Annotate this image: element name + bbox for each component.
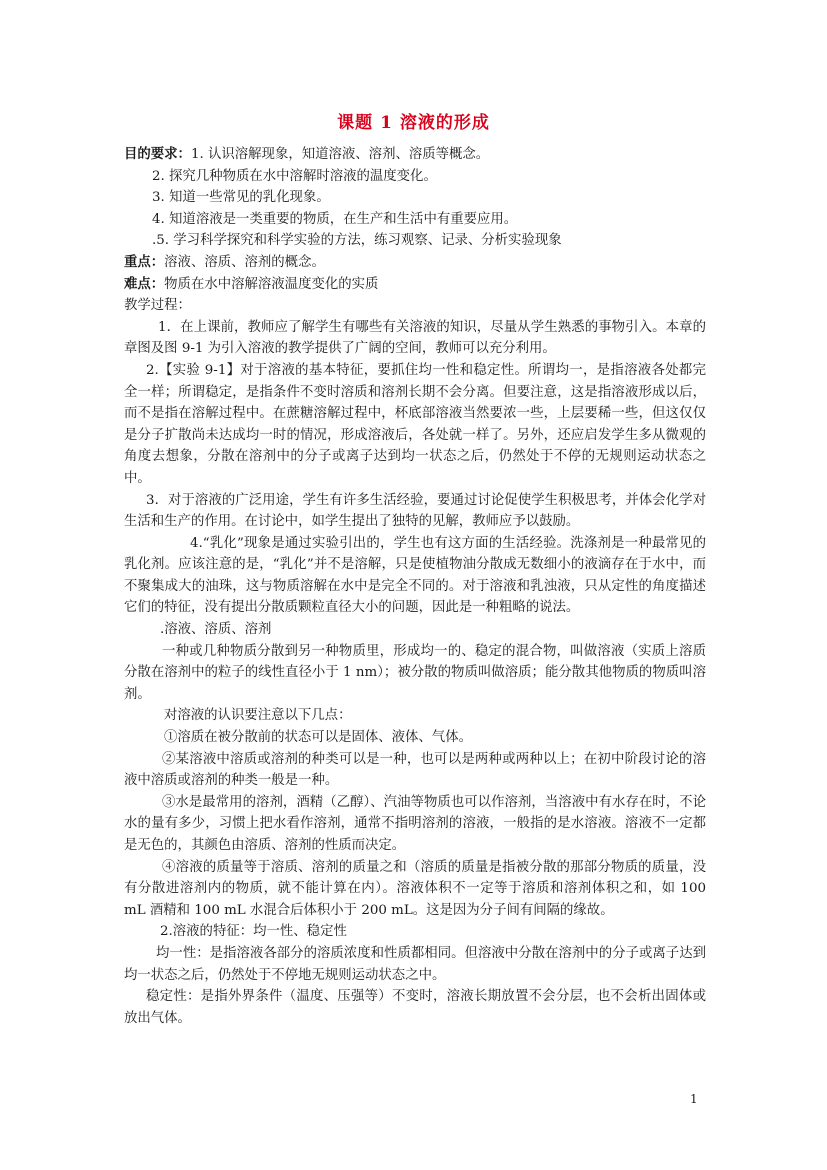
notes-intro: 对溶液的认识要注意以下几点： (164, 708, 352, 724)
objective-item: .5. 学习科学探究和科学实验的方法，练习观察、记录、分析实验现象 (152, 233, 562, 249)
uniformity-paragraph: 均一性：是指溶液各部分的溶质浓度和性质都相同。但溶液中分散在溶剂中的分子或离子达到均一状态之后，仍然处于不停地无规则运动状态之中。 (124, 945, 706, 983)
note-item: ②某溶液中溶质或溶剂的种类可以是一种，也可以是两种或两种以上；在初中阶段讨论的溶液中溶质或溶剂的种类一般是一种。 (124, 751, 706, 789)
note-item: ①溶质在被分散前的状态可以是固体、液体、气体。 (164, 730, 472, 746)
difficulty-text: 物质在水中溶解溶液温度变化的实质 (164, 276, 379, 292)
key-point-text: 溶液、溶质、溶剂的概念。 (164, 254, 325, 270)
difficulty-label: 难点： (124, 275, 165, 292)
document-body (124, 144, 706, 1029)
page-number: 1 (690, 1092, 698, 1106)
definition-paragraph: 一种或几种物质分散到另一种物质里，形成均一的、稳定的混合物，叫做溶液（实质上溶质分散在溶剂中的粒子的线性直径小于 1 nm）；被分散的物质叫做溶质；能分散其他物质的物质叫溶剂。 (124, 643, 706, 702)
key-point-label: 重点： (124, 253, 165, 270)
lesson-title: 课题 1 溶液的形成 (337, 113, 490, 133)
section-heading: .溶液、溶质、溶剂 (160, 622, 272, 638)
note-item: ③水是最常用的溶剂，酒精（乙醇）、汽油等物质也可以作溶剂，当溶液中有水存在时，不论水的量有多少，习惯上把水看作溶剂，通常不指明溶剂的溶液，一般指的是水溶液。溶液不一定都是无色的，其颜色由溶质、溶剂的性质而决定。 (124, 794, 706, 853)
note-item: ④溶液的质量等于溶质、溶剂的质量之和（溶质的质量是指被分散的那部分物质的质量，没有分散进溶剂内的物质，就不能计算在内）。溶液体积不一定等于溶质和溶剂体积之和，如 100 mL 酒精和 100 mL 水混合后体积小于 200 mL。这是因为分子间有间隔的缘故。 (124, 859, 706, 918)
stability-paragraph: 稳定性：是指外界条件（温度、压强等）不变时，溶液长期放置不会分层，也不会析出固体或放出气体。 (124, 989, 706, 1026)
process-label: 教学过程： (124, 298, 191, 314)
objectives-line-1 (124, 144, 706, 166)
objective-item: 4. 知道溶液是一类重要的物质，在生产和生活中有重要应用。 (152, 211, 518, 227)
objective-item: 2. 探究几种物质在水中溶解时溶液的温度变化。 (152, 168, 437, 184)
process-paragraph: 4.“乳化”现象是通过实验引出的，学生也有这方面的生活经验。洗涤剂是一种最常见的乳化剂。应该注意的是，“乳化”并不是溶解，只是使植物油分散成无数细小的液滴存在于水中，而不聚集成大的油珠，这与物质溶解在水中是完全不同的。对于溶液和乳浊液，只从定性的角度描述它们的特征，没有提出分散质颗粒直径大小的问题，因此是一种粗略的说法。 (124, 535, 706, 616)
difficulty (124, 274, 706, 296)
process-paragraph: 2.【实验 9-1】对于溶液的基本特征，要抓住均一性和稳定性。所谓均一，是指溶液各处都完全一样；所谓稳定，是指条件不变时溶质和溶剂长期不会分离。但要注意，这是指溶液形成以后，而不是指在溶解过程中。在蔗糖溶解过程中，杯底部溶液当然要浓一些，上层要稀一些，但这仅仅是分子扩散尚未达成均一时的情况，形成溶液后，各处就一样了。另外，还应启发学生多从微观的角度去想象，分散在溶剂中的分子或离子达到均一状态之后，仍然处于不停的无规则运动状态之中。 (124, 362, 706, 486)
objectives-label: 目的要求： (124, 146, 191, 162)
key-point (124, 252, 706, 274)
objective-item: 3. 知道一些常见的乳化现象。 (152, 190, 330, 206)
process-paragraph: 3．对于溶液的广泛用途，学生有许多生活经验，要通过讨论促使学生积极思考，并体会化学对生活和生产的作用。在讨论中，如学生提出了独特的见解，教师应予以鼓励。 (124, 492, 706, 530)
section-heading: 2.溶液的特征：均一性、稳定性 (160, 924, 347, 940)
objective-item: 1. 认识溶解现象，知道溶液、溶剂、溶质等概念。 (190, 147, 490, 162)
process-paragraph: 1．在上课前，教师应了解学生有哪些有关溶液的知识，尽量从学生熟悉的事物引入。本章的章图及图 9-1 为引入溶液的教学提供了广阔的空间，教师可以充分利用。 (124, 319, 706, 357)
